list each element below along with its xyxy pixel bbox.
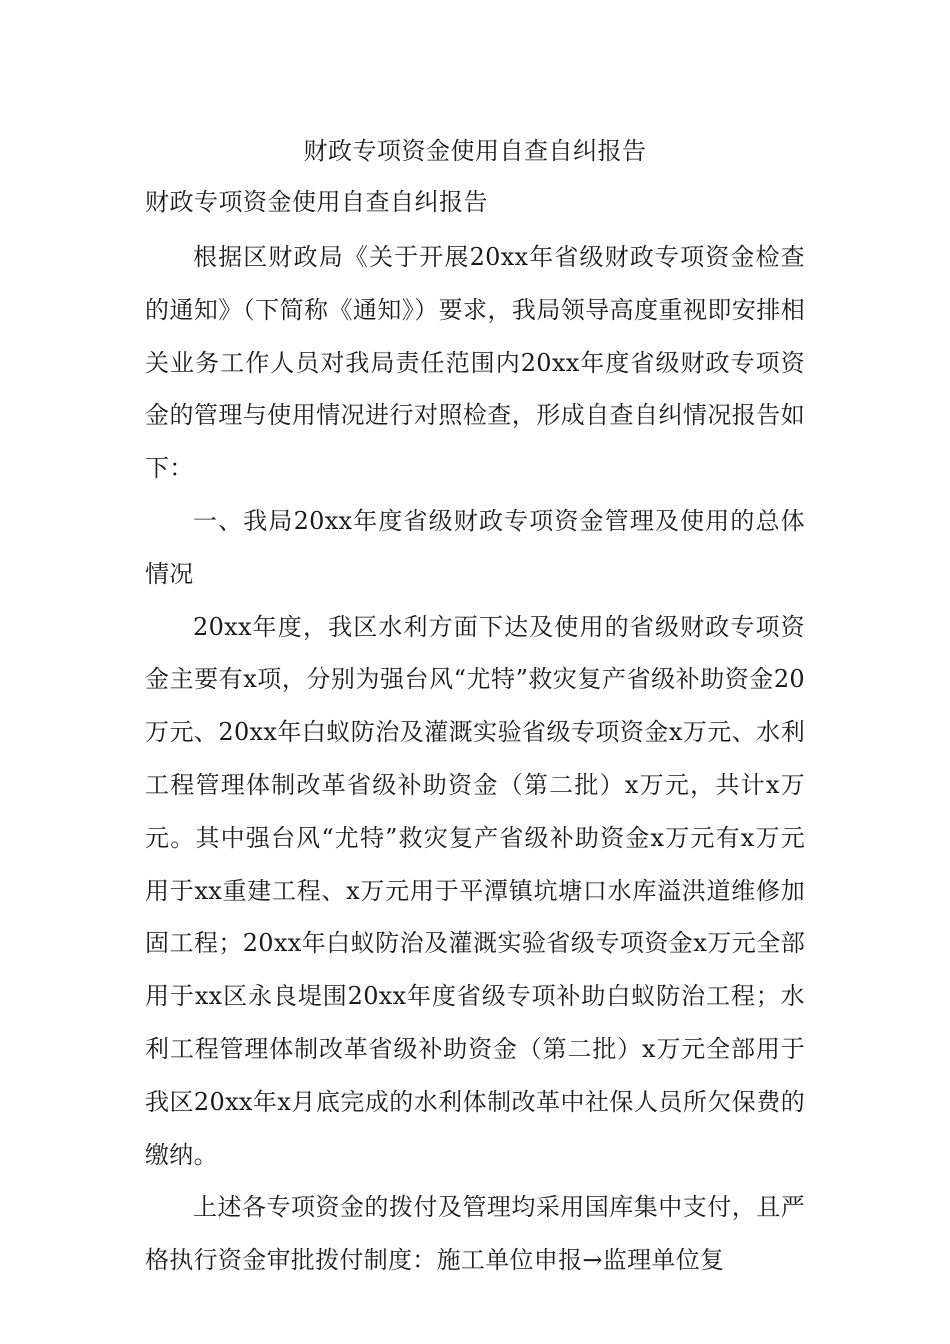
document-title: 财政专项资金使用自查自纠报告 bbox=[303, 137, 647, 165]
paragraph-funds-overview: 20xx年度，我区水利方面下达及使用的省级财政专项资金主要有x项，分别为强台风“尤特”救灾复产省级补助资金20万元、20xx年白蚁防治及灌溉实验省级专项资金x万元、水利工程管理体制改革省级补助资金（第二批）x万元，共计x万元。其中强台风“尤特”救灾复产省级补助资金x万元有x万元用于xx重建工程、x万元用于平潭镇坑塘口水库溢洪道维修加固工程；20xx年白蚁防治及灌溉实验省级专项资金x万元全部用于xx区永良堤围20xx年度省级专项补助白蚁防治工程；水利工程管理体制改革省级补助资金（第二批）x万元全部用于我区20xx年x月底完成的水利体制改革中社保人员所欠保费的缴纳。 bbox=[145, 612, 805, 1169]
paragraph-funds-management: 上述各专项资金的拨付及管理均采用国库集中支付，且严格执行资金审批拨付制度：施工单位申报→监理单位复 bbox=[145, 1193, 805, 1275]
document-subtitle: 财政专项资金使用自查自纠报告 bbox=[145, 188, 488, 216]
section-heading-1: 一、我局20xx年度省级财政专项资金管理及使用的总体情况 bbox=[145, 506, 805, 588]
paragraph-intro: 根据区财政局《关于开展20xx年省级财政专项资金检查的通知》（下简称《通知》）要求，我局领导高度重视即安排相关业务工作人员对我局责任范围内20xx年度省级财政专项资金的管理与使用情况进行对照检查，形成自查自纠情况报告如下： bbox=[145, 243, 805, 483]
document-body bbox=[145, 231, 805, 1287]
